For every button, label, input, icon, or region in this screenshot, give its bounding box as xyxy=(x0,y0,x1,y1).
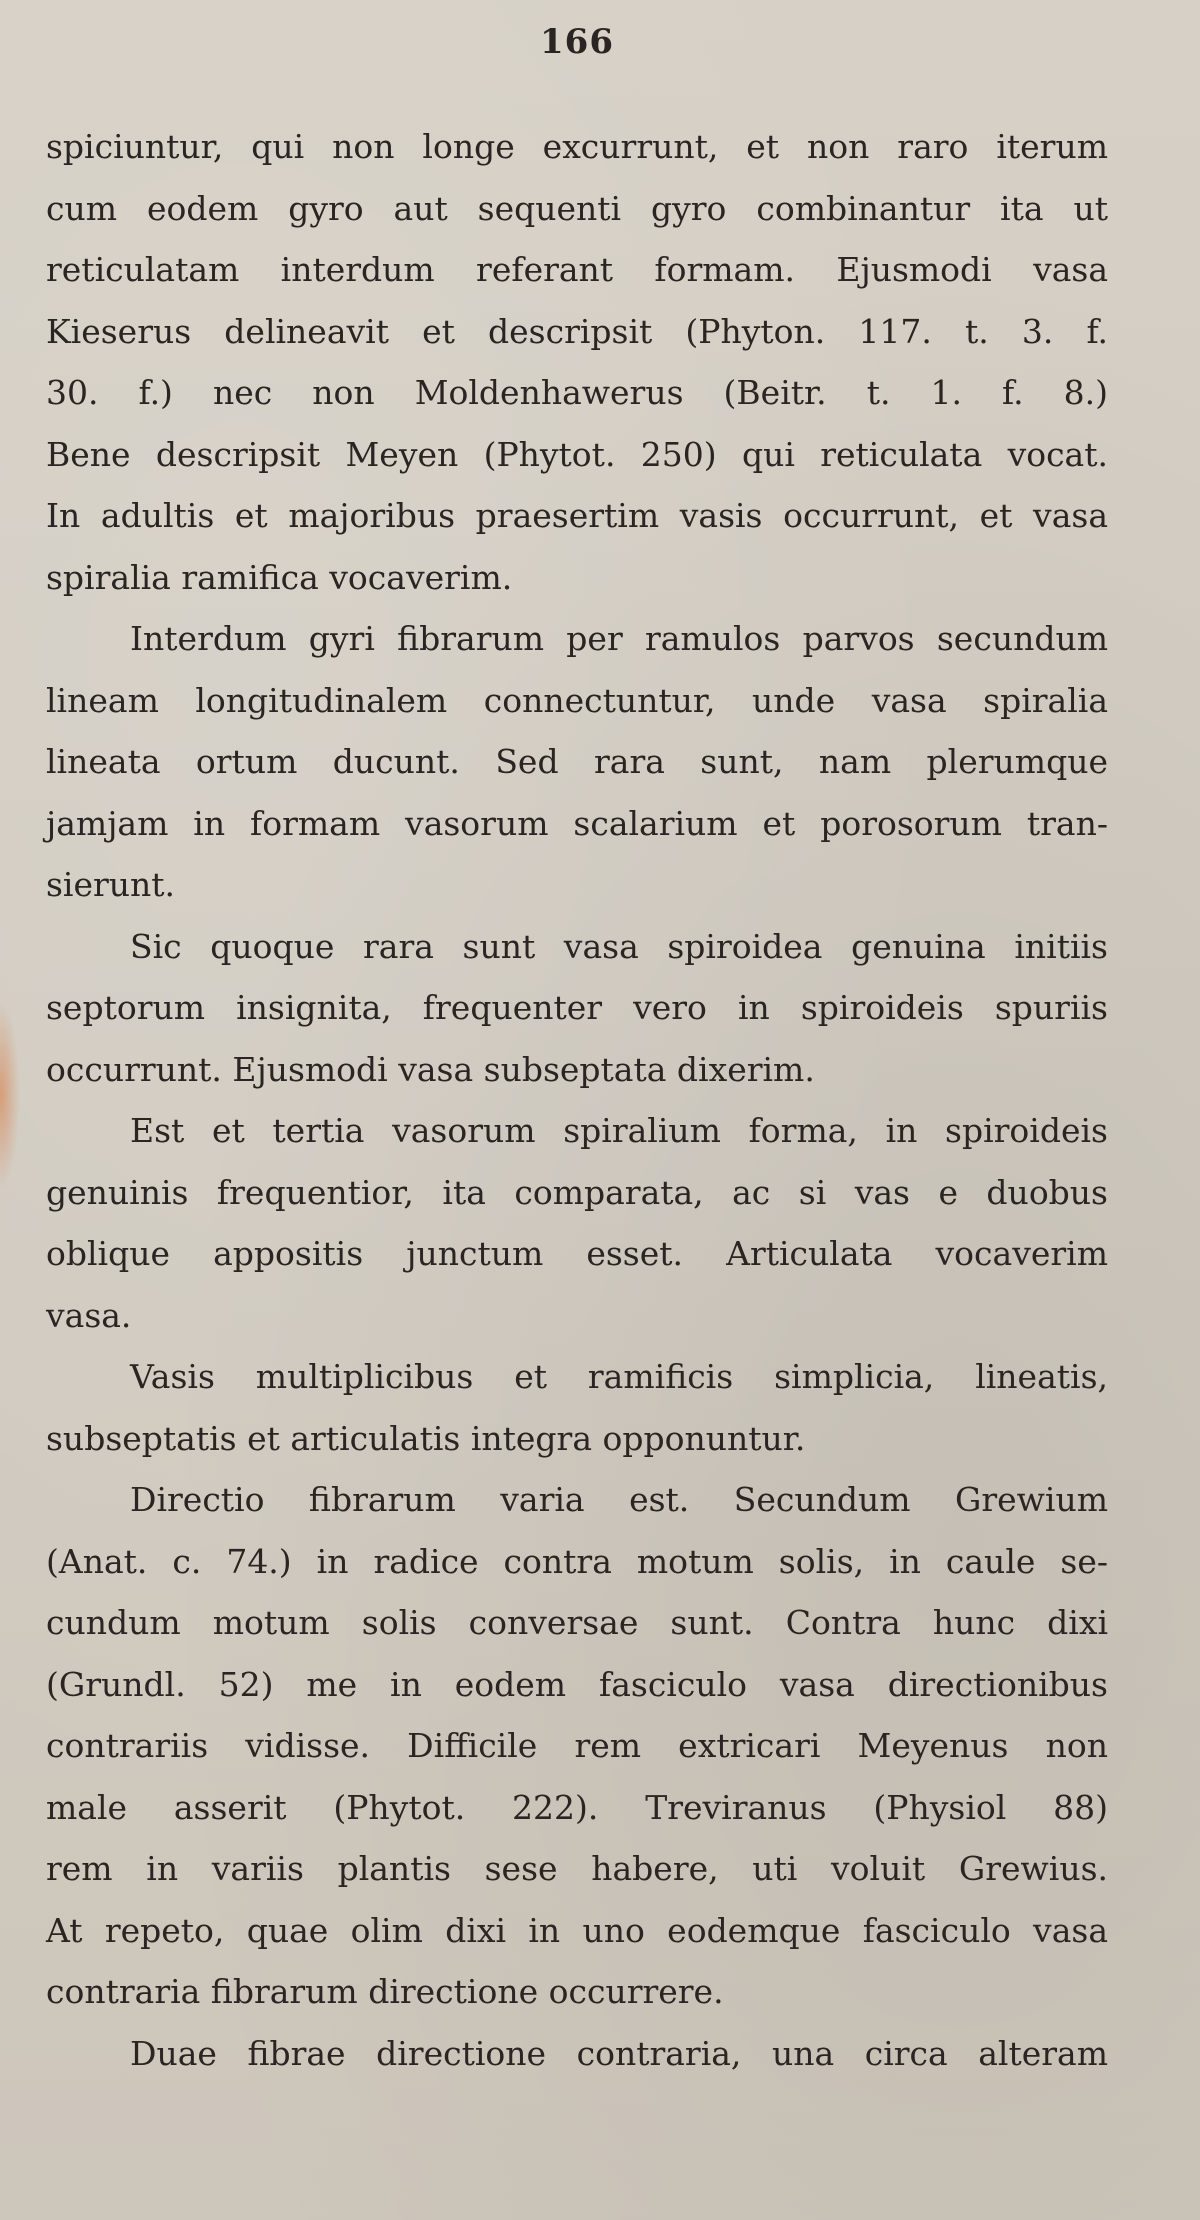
paragraph-7 xyxy=(46,2023,1108,2085)
text-line: septorum insignita, frequenter vero in spiroideis spuriis xyxy=(46,988,1108,1027)
text-line: At repeto, quae olim dixi in uno eodemque fasciculo vasa xyxy=(46,1910,1108,1950)
text-line: Bene descripsit Meyen (Phytot. 250) qui reticulata vocat. xyxy=(46,434,1108,474)
paragraph-2 xyxy=(46,608,1108,916)
paragraph-5 xyxy=(46,1346,1108,1469)
text-line: Interdum gyri fibrarum per ramulos parvos secundum xyxy=(130,619,1108,658)
text-line: Vasis multiplicibus et ramificis simplicia, lineatis, xyxy=(130,1357,1108,1396)
text-line: 30. f.) nec non Moldenhawerus (Beitr. t. 1. f. 8.) xyxy=(46,373,1108,412)
text-line: occurrunt. Ejusmodi vasa subseptata dixerim. xyxy=(46,1049,815,1089)
text-line: Kieserus delineavit et descripsit (Phyton. 117. t. 3. f. xyxy=(46,311,1108,351)
text-line: Est et tertia vasorum spiralium forma, in spiroideis xyxy=(130,1111,1108,1150)
text-line: cundum motum solis conversae sunt. Contra hunc dixi xyxy=(46,1603,1108,1642)
text-line: Duae fibrae directione contraria, una circa alteram xyxy=(130,2033,1108,2073)
page-edge-stain xyxy=(0,1000,20,1190)
page-number: 166 xyxy=(540,22,614,62)
text-line: lineam longitudinalem connectuntur, unde vasa spiralia xyxy=(46,680,1108,720)
text-line: (Anat. c. 74.) in radice contra motum solis, in caule se- xyxy=(46,1541,1108,1581)
paragraph-3 xyxy=(46,916,1108,1101)
text-line: vasa. xyxy=(46,1295,132,1335)
text-line: spiciuntur, qui non longe excurrunt, et non raro iterum xyxy=(46,127,1108,166)
text-line: In adultis et majoribus praesertim vasis occurrunt, et vasa xyxy=(46,496,1108,535)
text-line: oblique appositis junctum esset. Articulata vocaverim xyxy=(46,1234,1108,1273)
body-text xyxy=(46,116,1108,2084)
text-line: subseptatis et articulatis integra opponuntur. xyxy=(46,1418,806,1458)
text-line: cum eodem gyro aut sequenti gyro combinantur ita ut xyxy=(46,188,1108,228)
text-line: genuinis frequentior, ita comparata, ac si vas e duobus xyxy=(46,1172,1108,1212)
text-line: contrariis vidisse. Difficile rem extricari Meyenus non xyxy=(46,1726,1108,1765)
text-line: spiralia ramifica vocaverim. xyxy=(46,557,513,597)
text-line: male asserit (Phytot. 222). Treviranus (Physiol 88) xyxy=(46,1787,1108,1827)
text-line: Directio fibrarum varia est. Secundum Grewium xyxy=(130,1480,1108,1519)
text-line: reticulatam interdum referant formam. Ejusmodi vasa xyxy=(46,250,1108,289)
text-line: (Grundl. 52) me in eodem fasciculo vasa directionibus xyxy=(46,1664,1108,1704)
text-line: jamjam in formam vasorum scalarium et porosorum tran- xyxy=(46,803,1108,843)
paragraph-1 xyxy=(46,116,1108,608)
paragraph-4 xyxy=(46,1100,1108,1346)
text-line: sierunt. xyxy=(46,865,176,904)
paragraph-6 xyxy=(46,1469,1108,2023)
text-line: rem in variis plantis sese habere, uti voluit Grewius. xyxy=(46,1849,1108,1888)
text-line: Sic quoque rara sunt vasa spiroidea genuina initiis xyxy=(130,926,1108,966)
text-line: contraria fibrarum directione occurrere. xyxy=(46,1972,724,2011)
text-line: lineata ortum ducunt. Sed rara sunt, nam plerumque xyxy=(46,742,1108,781)
